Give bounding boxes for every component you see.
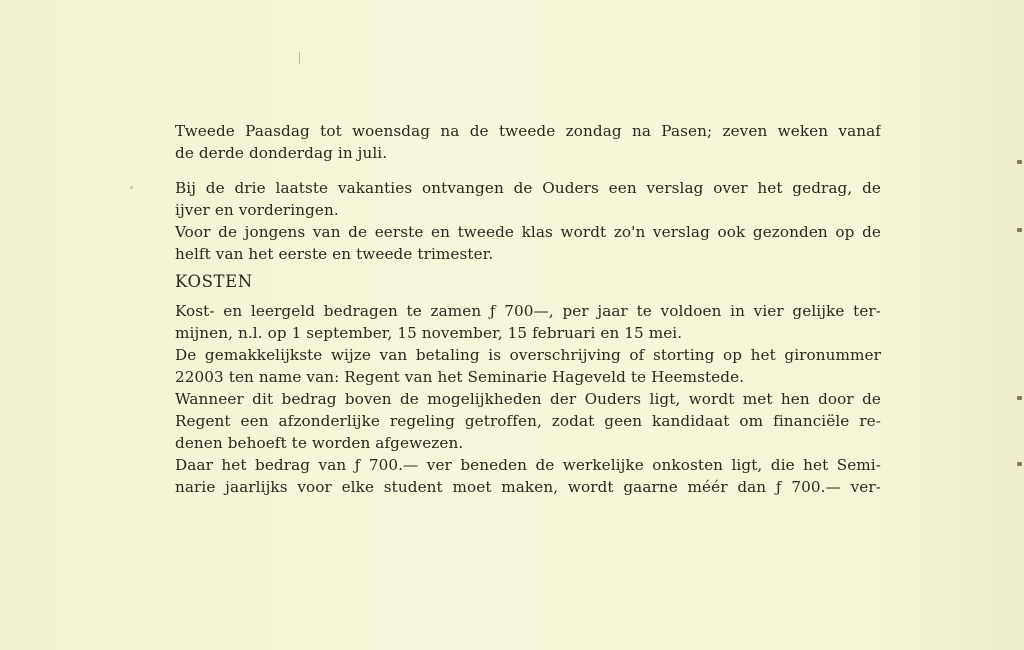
- text-line: Voor de jongens van de eerste en tweede klas wordt zo'n verslag ook gezonden op de: [175, 223, 881, 241]
- text-line: de derde donderdag in juli.: [175, 144, 388, 162]
- edge-mark: [1017, 462, 1022, 466]
- edge-mark: [1017, 396, 1022, 400]
- text-line: 22003 ten name van: Regent van het Seminarie Hageveld te Heemstede.: [175, 368, 745, 386]
- report-extra-paragraph: [175, 221, 881, 265]
- text-line: De gemakkelijkste wijze van betaling is overschrijving of storting op het gironummer: [175, 346, 881, 364]
- fold-mark: [299, 52, 300, 64]
- arrangement-paragraph: [175, 388, 881, 454]
- text-line: ijver en vorderingen.: [175, 201, 339, 219]
- fees-paragraph: [175, 300, 881, 344]
- edge-mark: [1017, 160, 1022, 164]
- text-line: helft van het eerste en tweede trimester.: [175, 245, 494, 263]
- text-line: mijnen, n.l. op 1 september, 15 november, 15 februari en 15 mei.: [175, 324, 683, 342]
- paper-speck: [130, 186, 133, 189]
- section-heading-kosten: KOSTEN: [175, 272, 253, 291]
- text-line: narie jaarlijks voor elke student moet maken, wordt gaarne méér dan ƒ 700.— ver-: [175, 478, 881, 496]
- text-line: denen behoeft te worden afgewezen.: [175, 434, 464, 452]
- edge-mark: [1017, 228, 1022, 232]
- text-line: Daar het bedrag van ƒ 700.— ver beneden de werkelijke onkosten ligt, die het Semi-: [175, 456, 881, 474]
- text-line: Tweede Paasdag tot woensdag na de tweede zondag na Pasen; zeven weken vanaf: [175, 122, 881, 140]
- report-paragraph: [175, 177, 881, 221]
- payment-paragraph: [175, 344, 881, 388]
- text-line: Kost- en leergeld bedragen te zamen ƒ 700—, per jaar te voldoen in vier gelijke ter-: [175, 302, 881, 320]
- text-line: Regent een afzonderlijke regeling getroffen, zodat geen kandidaat om financiële re-: [175, 412, 881, 430]
- costs-paragraph: [175, 454, 881, 498]
- text-line: Bij de drie laatste vakanties ontvangen de Ouders een verslag over het gedrag, de: [175, 179, 881, 197]
- text-line: Wanneer dit bedrag boven de mogelijkheden der Ouders ligt, wordt met hen door de: [175, 390, 881, 408]
- document-body: [175, 120, 881, 498]
- vacation-dates-paragraph: [175, 120, 881, 164]
- paragraph-gap: [175, 164, 881, 177]
